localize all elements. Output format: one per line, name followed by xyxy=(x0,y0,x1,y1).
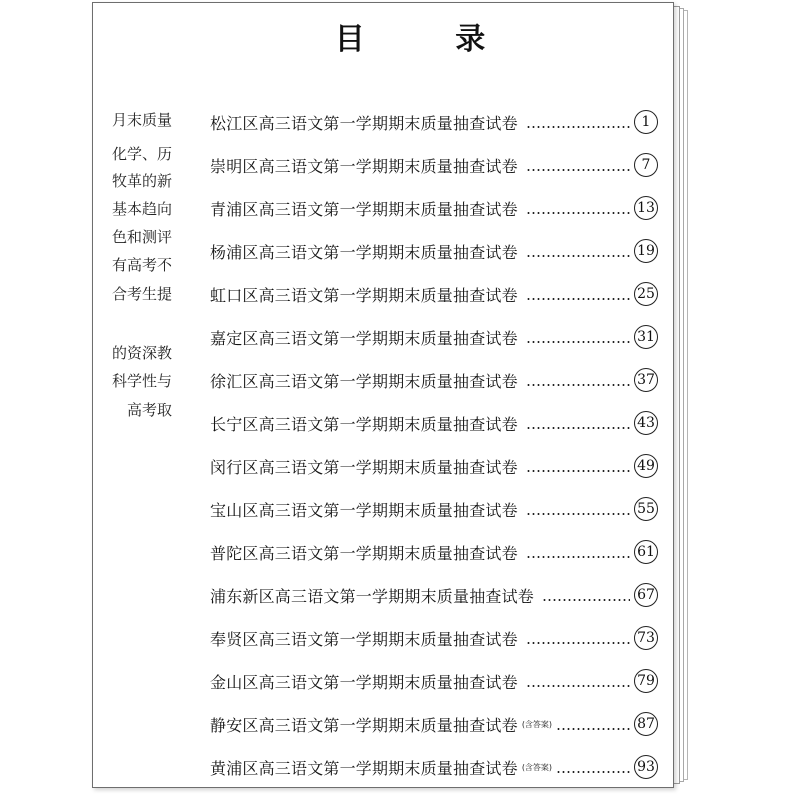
text-fragment: 合考生提 xyxy=(111,285,172,303)
text-fragment: 有高考不 xyxy=(111,256,172,274)
toc-entry-title: 杨浦区高三语文第一学期期末质量抽查试卷 xyxy=(210,242,518,262)
text-fragment: 牧革的新 xyxy=(111,172,172,190)
page-number-circle: 1 xyxy=(634,110,658,134)
toc-entry-note: (含答案) xyxy=(521,762,553,772)
page-number-circle: 13 xyxy=(634,196,658,220)
page-number-circle: 37 xyxy=(634,368,658,392)
dot-leader xyxy=(526,169,630,171)
page-number-circle: 19 xyxy=(634,239,658,263)
toc-entry-title: 金山区高三语文第一学期期末质量抽查试卷 xyxy=(210,672,518,692)
page-number-circle: 49 xyxy=(634,454,658,478)
toc-entry[interactable] xyxy=(210,707,660,741)
toc-entry-title: 徐汇区高三语文第一学期期末质量抽查试卷 xyxy=(210,371,518,391)
toc-entry-title: 崇明区高三语文第一学期期末质量抽查试卷 xyxy=(210,156,518,176)
page-number-circle: 25 xyxy=(634,282,658,306)
dot-leader xyxy=(526,642,630,644)
dot-leader xyxy=(526,513,630,515)
toc-entry-title: 嘉定区高三语文第一学期期末质量抽查试卷 xyxy=(210,328,518,348)
dot-leader xyxy=(526,384,630,386)
dot-leader xyxy=(526,126,630,128)
toc-entry[interactable] xyxy=(210,535,660,569)
toc-entry-title: 虹口区高三语文第一学期期末质量抽查试卷 xyxy=(210,285,518,305)
dot-leader xyxy=(526,685,630,687)
page-number-circle: 87 xyxy=(634,712,658,736)
toc-entry-title: 浦东新区高三语文第一学期期末质量抽查试卷 xyxy=(210,586,535,606)
toc-entry-title: 宝山区高三语文第一学期期末质量抽查试卷 xyxy=(210,500,518,520)
dot-leader xyxy=(556,728,630,730)
toc-entry[interactable] xyxy=(210,449,660,483)
toc-entry[interactable] xyxy=(210,191,660,225)
dot-leader xyxy=(526,341,630,343)
toc-entry-title: 青浦区高三语文第一学期期末质量抽查试卷 xyxy=(210,199,518,219)
toc-entry[interactable] xyxy=(210,664,660,698)
dot-leader xyxy=(526,470,630,472)
page-title: 目 录 xyxy=(334,22,526,57)
toc-entry-title: 黄浦区高三语文第一学期期末质量抽查试卷 xyxy=(210,758,518,778)
toc-entry[interactable] xyxy=(210,750,660,784)
toc-entry-title: 普陀区高三语文第一学期期末质量抽查试卷 xyxy=(210,543,518,563)
toc-entry[interactable] xyxy=(210,148,660,182)
text-fragment: 月末质量 xyxy=(111,111,172,129)
page-number-circle: 55 xyxy=(634,497,658,521)
dot-leader xyxy=(526,427,630,429)
dot-leader xyxy=(542,599,630,601)
text-fragment: 的资深教 xyxy=(111,344,172,362)
page-number-circle: 43 xyxy=(634,411,658,435)
toc-entry[interactable] xyxy=(210,492,660,526)
toc-entry[interactable] xyxy=(210,621,660,655)
text-fragment: 色和测评 xyxy=(111,228,172,246)
text-fragment: 科学性与 xyxy=(111,372,172,390)
page-number-circle: 7 xyxy=(634,153,658,177)
toc-entry[interactable] xyxy=(210,320,660,354)
page-number-circle: 31 xyxy=(634,325,658,349)
toc-entry[interactable] xyxy=(210,363,660,397)
page-number-circle: 73 xyxy=(634,626,658,650)
toc-entry-title: 长宁区高三语文第一学期期末质量抽查试卷 xyxy=(210,414,518,434)
toc-entry[interactable] xyxy=(210,234,660,268)
toc-entry-title: 闵行区高三语文第一学期期末质量抽查试卷 xyxy=(210,457,518,477)
dot-leader xyxy=(556,771,630,773)
toc-entry[interactable] xyxy=(210,406,660,440)
toc-entry-note: (含答案) xyxy=(521,719,553,729)
text-fragment: 基本趋向 xyxy=(111,200,172,218)
text-fragment: 化学、历 xyxy=(111,145,172,163)
toc-entry-title: 松江区高三语文第一学期期末质量抽查试卷 xyxy=(210,113,518,133)
toc-entry[interactable] xyxy=(210,277,660,311)
dot-leader xyxy=(526,556,630,558)
dot-leader xyxy=(526,298,630,300)
toc-entry[interactable] xyxy=(210,578,660,612)
page-number-circle: 61 xyxy=(634,540,658,564)
page-number-circle: 79 xyxy=(634,669,658,693)
dot-leader xyxy=(526,255,630,257)
text-fragment: 高考取 xyxy=(126,401,172,419)
toc-entry[interactable] xyxy=(210,105,660,139)
page-number-circle: 93 xyxy=(634,755,658,779)
dot-leader xyxy=(526,212,630,214)
toc-entry-title: 奉贤区高三语文第一学期期末质量抽查试卷 xyxy=(210,629,518,649)
toc-entry-title: 静安区高三语文第一学期期末质量抽查试卷 xyxy=(210,715,518,735)
page-number-circle: 67 xyxy=(634,583,658,607)
